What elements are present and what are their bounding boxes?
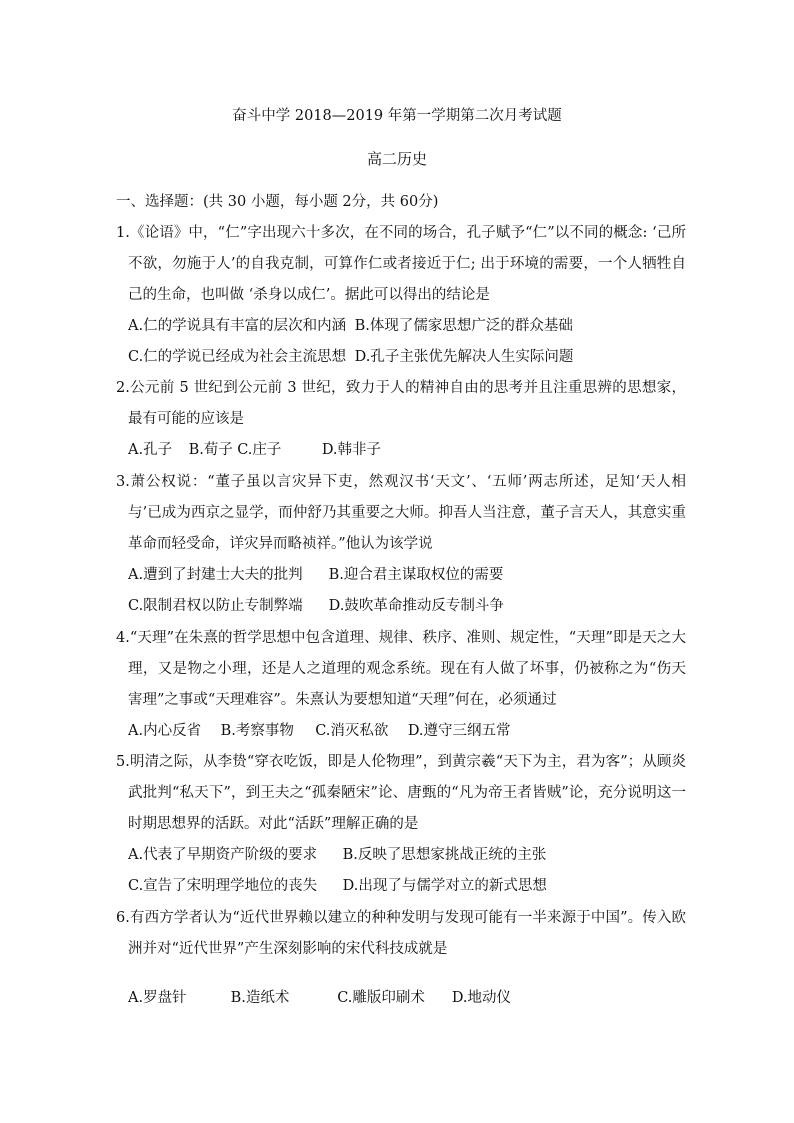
option-a[interactable]: A.遭到了封建士大夫的批判 (128, 567, 303, 583)
question-stem: 1.《论语》中，“仁”字出现六十多次，在不同的场合，孔子赋予“仁”以不同的概念: ‘己所不欲，勿施于人’的自我克制，可算作仁或者接近于仁; 出于环境的需要，一个人牺牲自己的生命，也叫做 ‘杀身以成仁’。据此可以得出的结论是 (116, 225, 686, 303)
option-c[interactable]: C.消灭私欲 (315, 723, 389, 739)
option-d[interactable]: D.地动仪 (451, 990, 512, 1006)
option-c[interactable]: C.雕版印刷术 (337, 990, 425, 1006)
option-d[interactable]: D.遵守三纲五常 (407, 723, 511, 739)
option-row (116, 435, 686, 466)
option-d[interactable]: D.孔子主张优先解决人生实际问题 (354, 349, 574, 365)
option-row (116, 342, 686, 373)
question-3 (116, 467, 686, 622)
exam-title: 奋斗中学 2018—2019 年第一学期第二次月考试题 (232, 108, 562, 124)
question-stem: 6.有西方学者认为“近代世界赖以建立的种种发明与发现可能有一半来源于中国”。传入欧洲并对“近代世界”产生深刻影响的宋代科技成就是 (116, 910, 686, 957)
option-d[interactable]: D.鼓吹革命推动反专制斗争 (328, 598, 504, 614)
option-a[interactable]: A.代表了早期资产阶级的要求 (128, 847, 318, 863)
option-b[interactable]: B.造纸术 (230, 990, 290, 1006)
question-4 (116, 623, 686, 747)
option-b[interactable]: B.考察事物 (220, 723, 294, 739)
question-stem: 3.萧公权说：“董子虽以言灾异下吏，然观汉书‘天文’、‘五师’两志所述，足知‘天人相与’已成为西京之显学，而仲舒乃其重要之大师。抑吾人当注意，董子言天人，其意实重革命而轻受命，详灾异而略祯祥。”他认为该学说 (116, 474, 686, 552)
option-row (116, 716, 686, 747)
question-5 (116, 747, 686, 902)
option-b[interactable]: B.体现了儒家思想广泛的群众基础 (354, 318, 573, 334)
option-b[interactable]: B.反映了思想家挑战正统的主张 (342, 847, 547, 863)
option-row (116, 871, 686, 902)
option-c[interactable]: C.限制君权以防止专制弊端 (128, 598, 303, 614)
option-c[interactable]: C.宣告了宋明理学地位的丧失 (128, 878, 318, 894)
question-6 (116, 903, 686, 1014)
option-c[interactable]: C.庄子 (237, 442, 282, 458)
option-row (116, 560, 686, 591)
question-stem: 5.明清之际，从李贽“穿衣吃饭，即是人伦物理”，到黄宗羲“天下为主，君为客”；从顾炎武批判“私天下”，到王夫之“孤秦陋宋”论、唐甄的“凡为帝王者皆贼”论，充分说明这一时期思想界的活跃。对此“活跃”理解正确的是 (116, 754, 686, 832)
question-2 (116, 373, 686, 466)
option-b[interactable]: B.迎合君主谋取权位的需要 (328, 567, 504, 583)
question-stem: 2.公元前 5 世纪到公元前 3 世纪，致力于人的精神自由的思考并且注重思辨的思想家，最有可能的应该是 (116, 380, 686, 427)
option-d[interactable]: D.出现了与儒学对立的新式思想 (342, 878, 547, 894)
option-a[interactable]: A.内心反省 (128, 723, 202, 739)
option-a[interactable]: A.仁的学说具有丰富的层次和内涵 (128, 318, 347, 334)
option-row (116, 840, 686, 871)
option-b[interactable]: B.荀子 (188, 442, 233, 458)
question-1 (116, 218, 686, 373)
option-row (116, 311, 686, 342)
option-a[interactable]: A.罗盘针 (128, 990, 187, 1006)
option-row (116, 591, 686, 622)
option-c[interactable]: C.仁的学说已经成为社会主流思想 (128, 349, 347, 365)
section-heading: 一、选择题：(共 30 小题，每小题 2分，共 60分) (116, 194, 439, 210)
subject-title: 高二历史 (366, 150, 427, 168)
option-row (116, 983, 686, 1014)
option-a[interactable]: A.孔子 (128, 442, 173, 458)
option-d[interactable]: D.韩非子 (321, 442, 382, 458)
question-stem: 4.“天理”在朱熹的哲学思想中包含道理、规律、秩序、准则、规定性，“天理”即是天之大理，又是物之小理，还是人之道理的观念系统。现在有人做了坏事，仍被称之为“伤天害理”之事或“天理难容”。朱熹认为要想知道“天理”何在，必须通过 (116, 630, 686, 708)
